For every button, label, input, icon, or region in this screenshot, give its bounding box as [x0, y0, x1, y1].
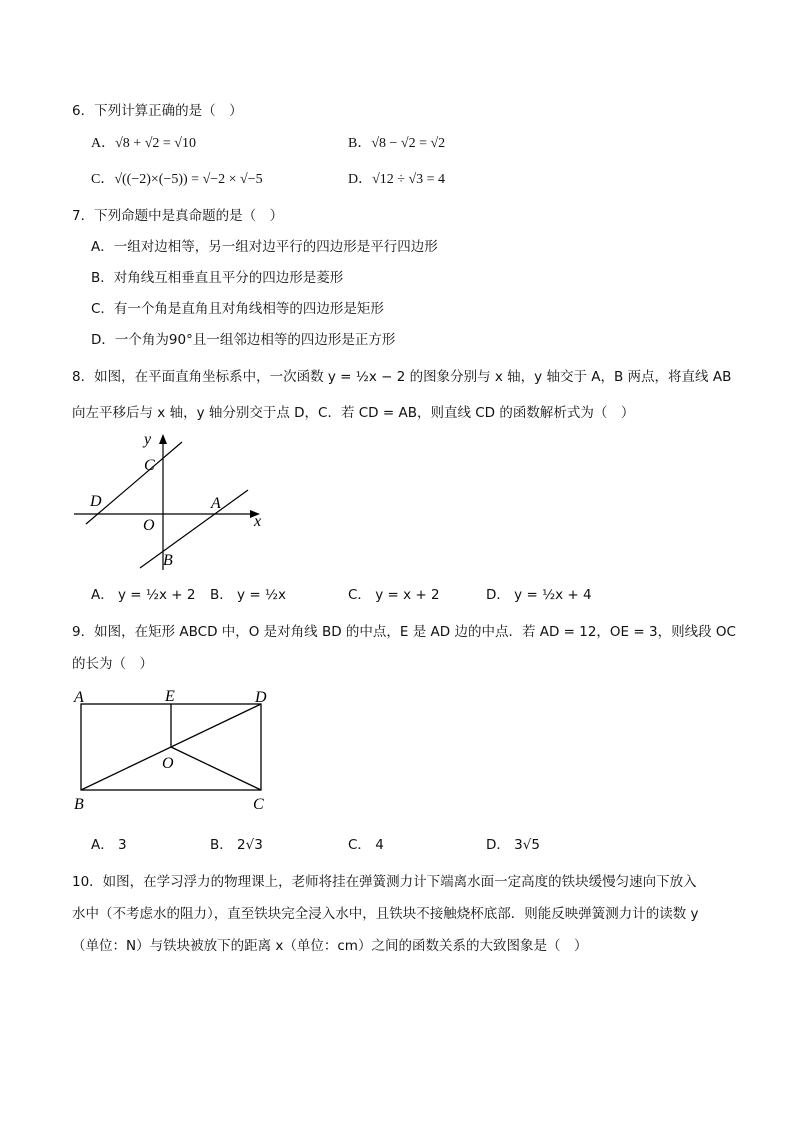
label-d: D: [255, 689, 267, 706]
q8-coordinate-figure: [68, 428, 278, 578]
q9-stem-line1: 9．如图，在矩形 ABCD 中，O 是对角线 BD 的中点，E 是 AD 边的中点．若 AD = 12，OE = 3，则线段 OC: [72, 624, 736, 640]
q7-option-a: A．一组对边相等，另一组对边平行的四边形是平行四边形: [91, 239, 438, 255]
label-b: B: [74, 796, 84, 813]
q6-option-a: A．√8 + √2 = √10: [91, 136, 196, 151]
label-b: B: [163, 552, 173, 569]
label-c: C: [253, 796, 264, 813]
label-e: E: [165, 688, 175, 705]
q8-option-c: C． y = x + 2: [348, 587, 440, 603]
label-a: A: [211, 495, 221, 512]
label-x: x: [254, 513, 262, 530]
q8-option-b: B． y = ½x: [210, 587, 287, 603]
q8-stem-line2: 向左平移后与 x 轴，y 轴分别交于点 D，C．若 CD = AB，则直线 CD 的函数解析式为（ ）: [72, 405, 635, 421]
q10-stem-line2: 水中（不考虑水的阻力），直至铁块完全浸入水中，且铁块不接触烧杯底部．则能反映弹簧测力计的读数 y: [72, 906, 699, 922]
q9-option-d: D． 3√5: [486, 837, 540, 853]
q9-option-c: C． 4: [348, 837, 384, 853]
q8-stem-line1: 8．如图，在平面直角坐标系中，一次函数 y = ½x − 2 的图象分别与 x 轴，y 轴交于 A，B 两点，将直线 AB: [72, 369, 732, 385]
q6-option-d: D．√12 ÷ √3 = 4: [348, 172, 446, 187]
label-a: A: [74, 689, 84, 706]
q6-stem: 6．下列计算正确的是（ ）: [72, 103, 243, 119]
q9-rectangle-figure: [68, 682, 288, 817]
q7-option-d: D．一个角为90°且一组邻边相等的四边形是正方形: [91, 332, 396, 348]
q7-option-b: B．对角线互相垂直且平分的四边形是菱形: [91, 270, 344, 286]
label-c: C: [144, 457, 155, 474]
label-o: O: [162, 755, 174, 772]
q9-option-b: B． 2√3: [210, 837, 263, 853]
q8-option-d: D． y = ½x + 4: [486, 587, 592, 603]
q6-option-c: C．√((−2)×(−5)) = √−2 × √−5: [91, 172, 263, 187]
q7-option-c: C．有一个角是直角且对角线相等的四边形是矩形: [91, 301, 384, 317]
q9-stem-line2: 的长为（ ）: [72, 656, 153, 672]
q8-option-a: A． y = ½x + 2: [91, 587, 196, 603]
label-y: y: [144, 431, 152, 448]
q9-option-a: A． 3: [91, 837, 127, 853]
q10-stem-line3: （单位：N）与铁块被放下的距离 x（单位：cm）之间的函数关系的大致图象是（ ）: [72, 938, 588, 954]
q7-stem: 7．下列命题中是真命题的是（ ）: [72, 208, 284, 224]
label-o: O: [143, 517, 155, 534]
label-d: D: [90, 493, 102, 510]
q6-option-b: B．√8 − √2 = √2: [348, 136, 446, 151]
q10-stem-line1: 10．如图，在学习浮力的物理课上，老师将挂在弹簧测力计下端离水面一定高度的铁块缓慢匀速向下放入: [72, 874, 697, 890]
